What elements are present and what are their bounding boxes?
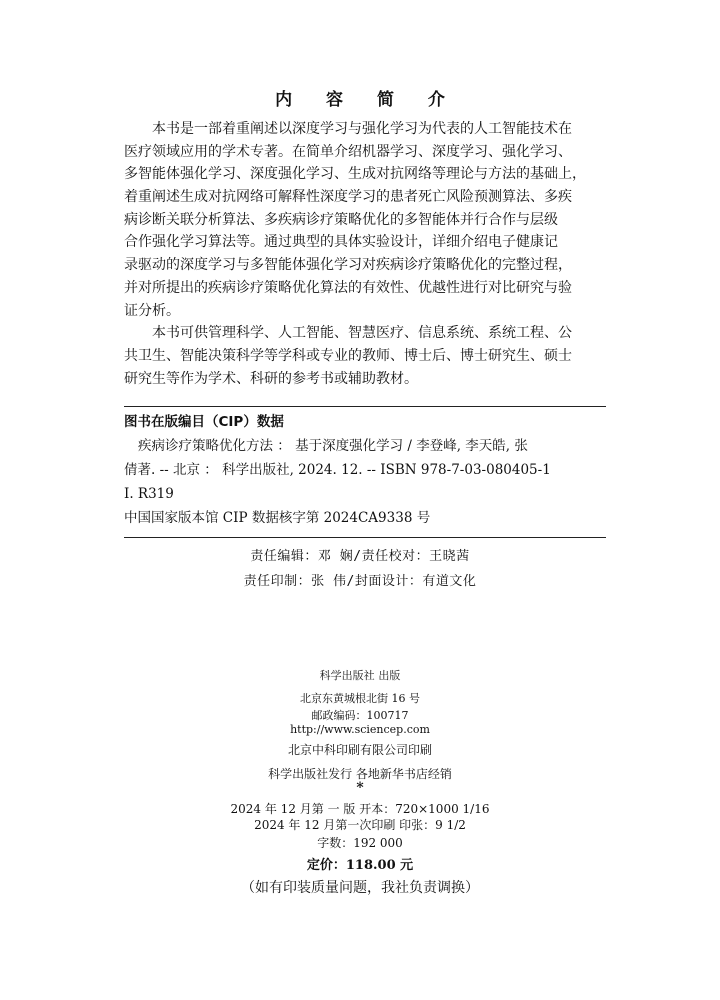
abstract-line: 医疗领域应用的学术专著。在简单介绍机器学习、深度学习、强化学习、 (124, 143, 572, 160)
publisher-suffix: 出版 (378, 669, 401, 682)
abstract (124, 118, 606, 390)
edition-line: 2024 年 12 月第 一 版 开本：720×1000 1/16 (230, 802, 490, 816)
publisher-url: http://www.sciencep.com (290, 723, 430, 736)
abstract-line: 病诊断关联分析算法、多疾病诊疗策略优化的多智能体并行合作与层级 (124, 211, 558, 228)
publisher-address: 北京东黄城根北街 16 号 (300, 692, 420, 705)
abstract-line: 本书是一部着重阐述以深度学习与强化学习为代表的人工智能技术在 (152, 121, 572, 137)
cip-line: 中国国家版本馆 CIP 数据核字第 2024CA9338 号 (124, 510, 431, 526)
cip-heading: 图书在版编目（CIP）数据 (124, 414, 284, 430)
price: 定价：118.00 元 (306, 858, 414, 873)
postcode: 邮政编码：100717 (311, 709, 409, 722)
quality-note: （如有印装质量问题，我社负责调换） (241, 880, 479, 896)
distribution: 科学出版社发行 各地新华书店经销 (268, 767, 452, 781)
print-credit: 责任印制：张 伟/封面设计：有道文化 (243, 574, 477, 589)
publisher-name: 科学出版社 (319, 669, 375, 682)
cip-block (124, 410, 606, 530)
abstract-line: 多智能体强化学习、深度强化学习、生成对抗网络等理论与方法的基础上， (124, 166, 586, 183)
abstract-line: 着重阐述生成对抗网络可解释性深度学习的患者死亡风险预测算法、多疾 (124, 189, 572, 206)
publisher-line (0, 668, 720, 683)
cip-line: 疾病诊疗策略优化方法 ： 基于深度强化学习 / 李登峰, 李天皓, 张 (138, 438, 528, 454)
printer: 北京中科印刷有限公司印刷 (287, 743, 432, 757)
word-count: 字数：192 000 (317, 836, 403, 850)
abstract-line: 研究生等作为学术、科研的参考书或辅助教材。 (124, 370, 418, 387)
cip-top-rule (124, 406, 606, 407)
abstract-line: 证分析。 (124, 302, 180, 319)
abstract-line: 本书可供管理科学、人工智能、智慧医疗、信息系统、系统工程、公 (152, 325, 572, 342)
abstract-line: 共卫生、智能决策科学等学科或专业的教师、博士后、博士研究生、硕士 (124, 347, 572, 364)
page-title: 内 容 简 介 (275, 90, 459, 110)
cip-bottom-rule (124, 537, 606, 538)
printing-line: 2024 年 12 月第一次印刷 印张：9 1/2 (254, 818, 466, 832)
cip-line: Ⅰ. R319 (124, 486, 174, 502)
abstract-line: 录驱动的深度学习与多智能体强化学习对疾病诊疗策略优化的完整过程， (124, 257, 572, 274)
editor-credit: 责任编辑：邓 娴/责任校对：王晓茜 (250, 549, 470, 564)
abstract-line: 并对所提出的疾病诊疗策略优化算法的有效性、优越性进行对比研究与验 (124, 279, 572, 296)
separator-star: * (356, 780, 364, 796)
cip-line: 倩著. -- 北京 ： 科学出版社, 2024. 12. -- ISBN 978-7-03-080405-1 (124, 462, 551, 478)
abstract-line: 合作强化学习算法等。通过典型的具体实验设计，详细介绍电子健康记 (124, 234, 558, 251)
